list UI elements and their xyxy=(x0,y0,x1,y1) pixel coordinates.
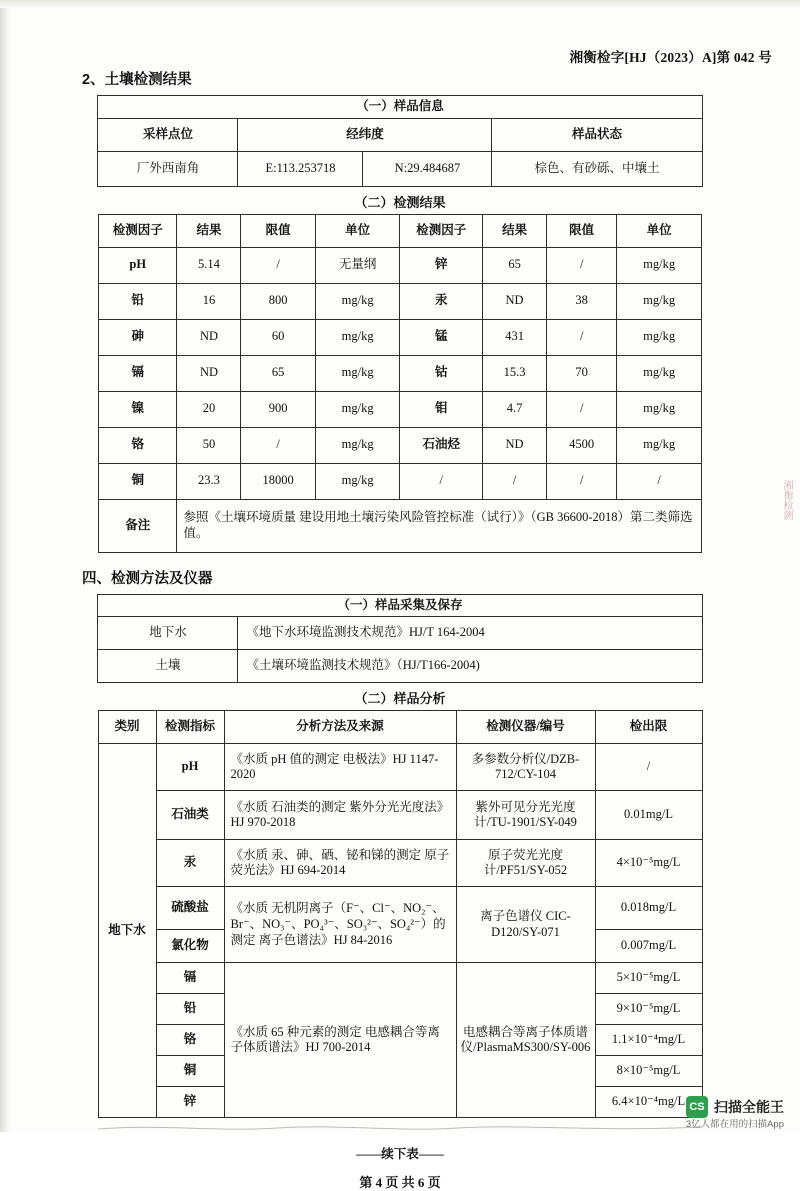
col-category: 类别 xyxy=(98,711,156,744)
cell-instrument: 离子色谱仪 CIC-D120/SY-071 xyxy=(456,887,595,963)
cell-factor: pH xyxy=(99,247,177,283)
cell-detection-limit: / xyxy=(595,744,702,791)
cell-detection-limit: 0.01mg/L xyxy=(595,791,702,840)
table-row xyxy=(98,744,702,791)
cell-factor: 汞 xyxy=(400,283,483,319)
col-sampling-point: 采样点位 xyxy=(98,118,238,151)
cell-indicator: 镉 xyxy=(156,963,224,994)
col-result-1: 结果 xyxy=(177,214,241,247)
cell-method: 《水质 65 种元素的测定 电感耦合等离子体质谱法》HJ 700-2014 xyxy=(224,963,456,1118)
remark-text: 参照《土壤环境质量 建设用地土壤污染风险管控标准（试行）》（GB 36600-2018）第二类筛选值。 xyxy=(177,499,702,552)
cell-result: 4.7 xyxy=(483,391,547,427)
document-content xyxy=(0,68,800,1191)
cell-unit: mg/kg xyxy=(315,391,400,427)
cell-unit: mg/kg xyxy=(617,283,702,319)
col-method: 分析方法及来源 xyxy=(224,711,456,744)
cell-factor: 锰 xyxy=(400,319,483,355)
cell-result: 431 xyxy=(483,319,547,355)
cell-indicator: 石油类 xyxy=(156,791,224,840)
cell-standard: 《地下水环境监测技术规范》HJ/T 164-2004 xyxy=(238,617,702,650)
table-row xyxy=(98,791,702,840)
results-header-row xyxy=(99,214,702,247)
cell-latitude: N:29.484687 xyxy=(363,151,492,186)
cell-instrument: 多参数分析仪/DZB-712/CY-104 xyxy=(456,744,595,791)
camscanner-name: 扫描全能王 xyxy=(714,1099,784,1115)
col-limit-2: 限值 xyxy=(547,214,617,247)
camscanner-subtitle: 3亿人都在用的扫描App xyxy=(685,1119,784,1130)
cell-result: 50 xyxy=(177,427,241,463)
cell-method: 《水质 无机阴离子（F⁻、Cl⁻、NO₂⁻、Br⁻、NO₃⁻、PO₄³⁻、SO₃²⁻、SO₄²⁻）的测定 离子色谱法》HJ 84-2016 xyxy=(224,887,456,963)
remark-label: 备注 xyxy=(99,499,177,552)
table-row xyxy=(99,391,702,427)
sample-info-caption: （一）样品信息 xyxy=(98,96,702,119)
scan-wave-divider xyxy=(98,1120,702,1138)
collection-caption: （一）样品采集及保存 xyxy=(98,594,702,617)
cell-factor: 锌 xyxy=(400,247,483,283)
col-indicator: 检测指标 xyxy=(156,711,224,744)
cell-limit: / xyxy=(547,463,617,499)
results-caption: （二）检测结果 xyxy=(354,194,446,210)
col-instrument: 检测仪器/编号 xyxy=(456,711,595,744)
cell-detection-limit: 6.4×10⁻⁴mg/L xyxy=(595,1087,702,1118)
cell-unit: mg/kg xyxy=(315,283,400,319)
cell-unit: mg/kg xyxy=(617,391,702,427)
cell-instrument: 电感耦合等离子体质谱仪/PlasmaMS300/SY-006 xyxy=(456,963,595,1118)
cell-method: 《水质 pH 值的测定 电极法》HJ 1147-2020 xyxy=(224,744,456,791)
table-row xyxy=(98,151,702,186)
col-sample-status: 样品状态 xyxy=(492,118,702,151)
col-factor-2: 检测因子 xyxy=(400,214,483,247)
sample-info-caption-row xyxy=(98,96,702,119)
cell-result: 15.3 xyxy=(483,355,547,391)
analysis-header-row xyxy=(98,711,702,744)
cell-limit: / xyxy=(241,427,315,463)
table-row xyxy=(99,283,702,319)
collection-caption-row xyxy=(98,594,702,617)
cell-sample-status: 棕色、有砂砾、中壤土 xyxy=(492,151,702,186)
cell-instrument: 紫外可见分光光度计/TU-1901/SY-049 xyxy=(456,791,595,840)
cell-limit: 38 xyxy=(547,283,617,319)
cell-indicator: 铜 xyxy=(156,1056,224,1087)
table-row xyxy=(98,650,702,683)
cell-detection-limit: 4×10⁻⁵mg/L xyxy=(595,840,702,887)
cell-limit: 18000 xyxy=(241,463,315,499)
cell-unit: mg/kg xyxy=(315,463,400,499)
cell-factor: 铜 xyxy=(99,463,177,499)
page-number: 第 4 页 共 6 页 xyxy=(359,1175,441,1191)
col-coordinates: 经纬度 xyxy=(238,118,492,151)
col-limit-1: 限值 xyxy=(241,214,315,247)
cell-method: 《水质 汞、砷、硒、铋和锑的测定 原子荧光法》HJ 694-2014 xyxy=(224,840,456,887)
col-factor-1: 检测因子 xyxy=(99,214,177,247)
sample-info-header-row xyxy=(98,118,702,151)
cell-result: 20 xyxy=(177,391,241,427)
cell-sampling-point: 厂外西南角 xyxy=(98,151,238,186)
cell-unit: mg/kg xyxy=(315,427,400,463)
cell-detection-limit: 9×10⁻⁵mg/L xyxy=(595,994,702,1025)
cell-indicator: 硫酸盐 xyxy=(156,887,224,930)
cell-limit: 65 xyxy=(241,355,315,391)
collection-table xyxy=(97,594,702,684)
cell-factor: 铬 xyxy=(99,427,177,463)
cell-detection-limit: 5×10⁻⁵mg/L xyxy=(595,963,702,994)
cell-result: / xyxy=(483,463,547,499)
cell-standard: 《土壤环境监测技术规范》（HJ/T166-2004) xyxy=(238,650,702,683)
cell-result: 23.3 xyxy=(177,463,241,499)
section-title-soil: 2、土壤检测结果 xyxy=(82,72,192,88)
sample-info-table xyxy=(97,95,702,187)
table-row xyxy=(98,617,702,650)
cell-result: ND xyxy=(177,355,241,391)
cell-result: 5.14 xyxy=(177,247,241,283)
col-result-2: 结果 xyxy=(483,214,547,247)
table-row xyxy=(98,887,702,930)
cell-result: ND xyxy=(483,427,547,463)
cell-indicator: 锌 xyxy=(156,1087,224,1118)
cell-limit: 900 xyxy=(241,391,315,427)
cell-limit: 800 xyxy=(241,283,315,319)
cell-indicator: 铅 xyxy=(156,994,224,1025)
col-detection-limit: 检出限 xyxy=(595,711,702,744)
analysis-table xyxy=(98,710,703,1118)
remark-row xyxy=(99,499,702,552)
cell-unit: 无量纲 xyxy=(315,247,400,283)
cell-result: 16 xyxy=(177,283,241,319)
cell-method: 《水质 石油类的测定 紫外分光光度法》HJ 970-2018 xyxy=(224,791,456,840)
camscanner-badge: CS xyxy=(686,1096,708,1118)
cell-instrument: 原子荧光光度计/PF51/SY-052 xyxy=(456,840,595,887)
cell-detection-limit: 1.1×10⁻⁴mg/L xyxy=(595,1025,702,1056)
scan-edge-top xyxy=(0,0,800,8)
cell-category-groundwater: 地下水 xyxy=(98,744,156,1118)
cell-detection-limit: 0.007mg/L xyxy=(595,930,702,963)
cell-unit: mg/kg xyxy=(617,427,702,463)
cell-unit: mg/kg xyxy=(617,355,702,391)
cell-result: ND xyxy=(483,283,547,319)
cell-factor: 石油烃 xyxy=(400,427,483,463)
table-row xyxy=(99,247,702,283)
col-unit-1: 单位 xyxy=(315,214,400,247)
cell-unit: / xyxy=(617,463,702,499)
cell-factor: 镉 xyxy=(99,355,177,391)
soil-results-table xyxy=(98,214,702,553)
cell-factor: 钼 xyxy=(400,391,483,427)
table-row xyxy=(99,463,702,499)
col-unit-2: 单位 xyxy=(617,214,702,247)
cell-indicator: pH xyxy=(156,744,224,791)
cell-unit: mg/kg xyxy=(617,247,702,283)
table-row xyxy=(99,319,702,355)
cell-detection-limit: 8×10⁻⁵mg/L xyxy=(595,1056,702,1087)
section-title-methods: 四、检测方法及仪器 xyxy=(82,570,213,587)
cell-limit: / xyxy=(547,391,617,427)
cell-indicator: 汞 xyxy=(156,840,224,887)
cell-unit: mg/kg xyxy=(315,319,400,355)
cell-limit: / xyxy=(547,247,617,283)
cell-limit: / xyxy=(241,247,315,283)
cell-factor: 铅 xyxy=(99,283,177,319)
cell-longitude: E:113.253718 xyxy=(238,151,363,186)
margin-stamp-marks: 湘衡检测 xyxy=(781,480,792,520)
cell-limit: 60 xyxy=(241,319,315,355)
cell-factor: 钴 xyxy=(400,355,483,391)
table-row xyxy=(99,427,702,463)
cell-unit: mg/kg xyxy=(315,355,400,391)
cell-limit: 70 xyxy=(547,355,617,391)
cell-detection-limit: 0.018mg/L xyxy=(595,887,702,930)
cell-indicator: 氯化物 xyxy=(156,930,224,963)
cell-limit: 4500 xyxy=(547,427,617,463)
report-number: 湘衡检字[HJ（2023）A]第 042 号 xyxy=(569,50,772,65)
analysis-caption: （二）样品分析 xyxy=(354,691,446,707)
cell-factor: / xyxy=(400,463,483,499)
cell-result: 65 xyxy=(483,247,547,283)
table-row xyxy=(98,963,702,994)
continue-note: ——续下表—— xyxy=(356,1147,444,1162)
table-row xyxy=(99,355,702,391)
cell-result: ND xyxy=(177,319,241,355)
cell-category: 土壤 xyxy=(98,650,238,683)
cell-factor: 镍 xyxy=(99,391,177,427)
table-row xyxy=(98,840,702,887)
camscanner-watermark xyxy=(686,1096,784,1118)
cell-category: 地下水 xyxy=(98,617,238,650)
cell-indicator: 铬 xyxy=(156,1025,224,1056)
cell-factor: 砷 xyxy=(99,319,177,355)
cell-unit: mg/kg xyxy=(617,319,702,355)
cell-limit: / xyxy=(547,319,617,355)
